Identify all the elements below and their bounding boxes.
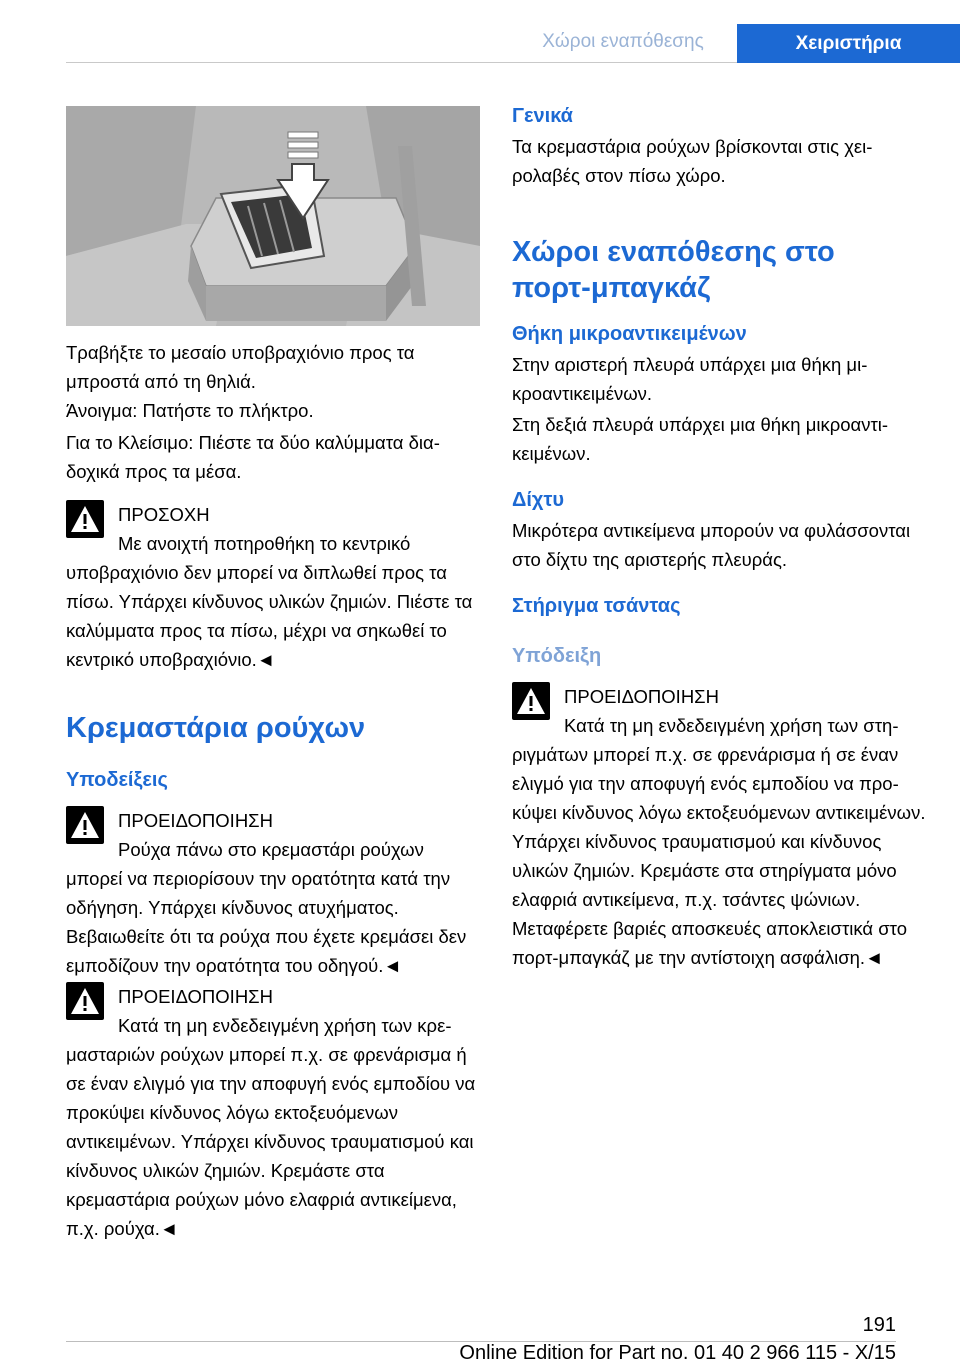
edition-note: Online Edition for Part no. 01 40 2 966 115 - X/15 (459, 1342, 896, 1364)
pull-armrest-text: Τραβήξτε το μεσαίο υποβραχιόνιο προς τα μπροστά από τη θηλιά. (66, 342, 415, 392)
general-text: Τα κρεμαστάρια ρούχων βρίσκονται στις χειρολαβές στον πίσω χώρο. (512, 136, 873, 186)
warning-text: Κατά τη μη ενδεδειγμένη χρήση των στηριγμάτων μπορεί π.χ. σε φρενάρισμα ή σε έναν ελιγμό για την αποφυγή ενός εμποδίου να προκύψει κίνδυνος λόγω εκτοξευόμενων αντικειμένων. Υπάρχει κίνδυνος τραυματισμού και κίνδυνος υλικών ζημιών. Κρεμάστε στα στηρίγματα μόνο ελαφριά αντικείμενα, π.χ. τσάντες ψώνιων. Μεταφέρετε βαριές αποσκευές αποκλειστικά στο πορτ-μπαγκάζ με την αντίστοιχη ασφάλιση.◄ (512, 715, 926, 968)
page-number: 191 (862, 1314, 896, 1336)
heading-bag-hook: Στήριγμα τσάντας (512, 595, 681, 617)
warning-box-bag-hooks (512, 682, 926, 972)
caution-title: ΠΡΟΣΟΧΗ (118, 504, 210, 525)
warning-icon (66, 500, 104, 538)
case-right-text: Στη δεξιά πλευρά υπάρχει μια θήκη μικροαντικειμένων. (512, 414, 889, 464)
warning-title: ΠΡΟΕΙΔΟΠΟΙΗΣΗ (118, 986, 273, 1007)
open-text: Άνοιγμα: Πατήστε το πλήκτρο. (66, 400, 314, 421)
caution-box (66, 500, 480, 674)
page-header (0, 0, 960, 64)
case-left-text: Στην αριστερή πλευρά υπάρχει μια θήκη μικροαντικειμένων. (512, 354, 868, 404)
warning-title: ΠΡΟΕΙΔΟΠΟΙΗΣΗ (564, 686, 719, 707)
warning-icon (66, 982, 104, 1020)
heading-luggage-storage-line1: Χώροι εναπόθεσης στο (512, 236, 835, 268)
heading-small-items-case: Θήκη μικροαντικειμένων (512, 323, 747, 345)
warning-box-hangers-visibility (66, 806, 480, 980)
section-title: Χώροι εναπόθεσης (542, 31, 704, 52)
heading-clothes-hangers: Κρεμαστάρια ρούχων (66, 712, 366, 744)
warning-icon (66, 806, 104, 844)
armrest-illustration (66, 106, 480, 326)
warning-title: ΠΡΟΕΙΔΟΠΟΙΗΣΗ (118, 810, 273, 831)
header-rule (66, 62, 737, 63)
caution-text: Με ανοιχτή ποτηροθήκη το κεντρικό υποβραχιόνιο δεν μπορεί να διπλωθεί προς τα πίσω. Υπάρχει κίνδυνος υλικών ζημιών. Πιέστε τα καλύμματα προς τα πίσω, μέχρι να σηκωθεί το κεντρικό υποβραχιόνιο.◄ (66, 533, 473, 670)
chapter-tab: Χειριστήρια (737, 24, 960, 63)
heading-luggage-storage (512, 234, 926, 306)
warning-text: Ρούχα πάνω στο κρεμαστάρι ρούχων μπορεί να περιορίσουν την ορατότητα κατά την οδήγηση. Υπάρχει κίνδυνος ατυχήματος. Βεβαιωθείτε ότι τα ρούχα που έχετε κρεμάσει δεν εμποδίζουν την ορατότητα του οδηγού.◄ (66, 839, 467, 976)
heading-hints: Υποδείξεις (66, 769, 168, 791)
warning-text: Κατά τη μη ενδεδειγμένη χρήση των κρεμασταριών ρούχων μπορεί π.χ. σε φρενάρισμα ή σε έναν ελιγμό για την αποφυγή ενός εμποδίου να προκύψει κίνδυνος λόγω εκτοξευόμενων αντικειμένων. Υπάρχει κίνδυνος τραυματισμού και κίνδυνος υλικών ζημιών. Κρεμάστε στα κρεμαστάρια ρούχων μόνο ελαφριά αντικείμενα, π.χ. ρούχα.◄ (66, 1015, 476, 1239)
heading-general: Γενικά (512, 105, 573, 127)
warning-box-hangers-objects (66, 982, 480, 1243)
close-text: Για το Κλείσιμο: Πιέστε τα δύο καλύμματα διαδοχικά προς τα μέσα. (66, 432, 440, 482)
heading-hint: Υπόδειξη (512, 645, 602, 667)
armrest-drawing (66, 106, 480, 326)
heading-luggage-storage-line2: πορτ-μπαγκάζ (512, 272, 711, 304)
heading-net: Δίχτυ (512, 489, 565, 511)
net-text: Μικρότερα αντικείμενα μπορούν να φυλάσσονται στο δίχτυ της αριστερής πλευράς. (512, 520, 911, 570)
warning-icon (512, 682, 550, 720)
page-footer (0, 1300, 960, 1362)
